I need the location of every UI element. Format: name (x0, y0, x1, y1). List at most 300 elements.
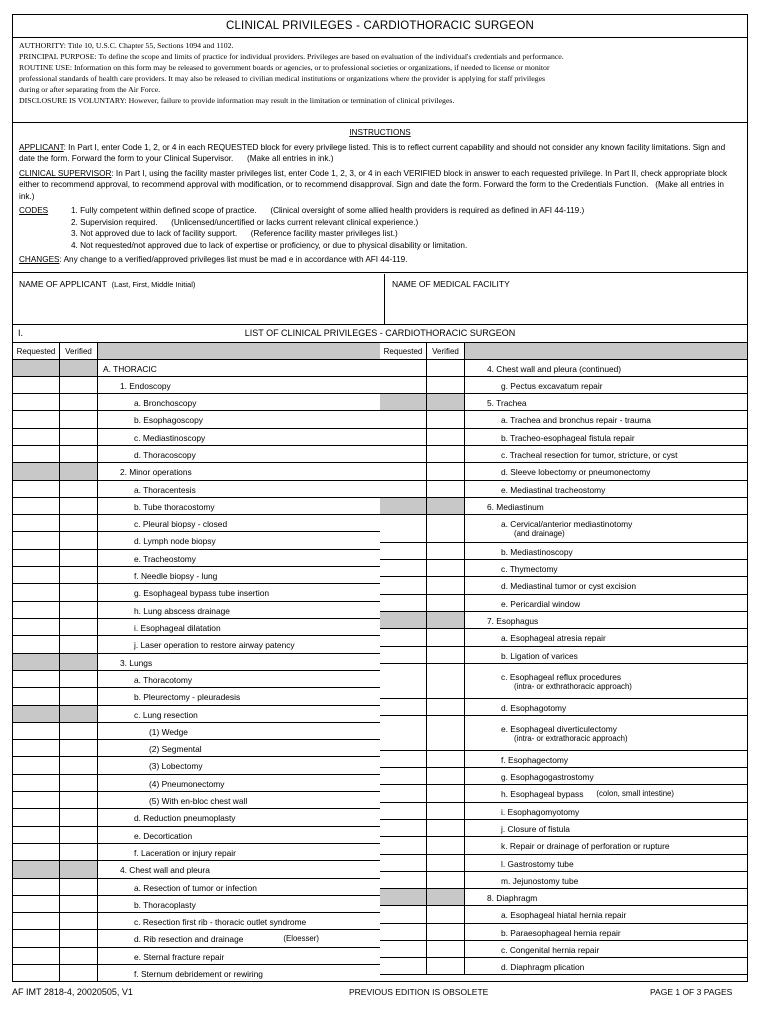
routine-use-text-3: during or after separating from the Air Force. (19, 85, 161, 94)
verified-cell[interactable] (427, 785, 465, 802)
requested-cell (13, 360, 60, 376)
privilege-label: j. Laser operation to restore airway patency (134, 640, 295, 650)
privilege-description (465, 612, 747, 628)
requested-cell[interactable] (380, 699, 427, 715)
privilege-label: 5. Trachea (487, 397, 527, 408)
privilege-row (13, 827, 380, 844)
column-headers-left (13, 343, 380, 360)
privilege-row (380, 872, 747, 889)
requested-cell[interactable] (380, 820, 427, 836)
privilege-description (465, 360, 747, 376)
verified-cell (60, 360, 98, 376)
privilege-description (465, 411, 747, 428)
privilege-label: a. Esophageal hiatal hernia repair (501, 910, 627, 920)
privilege-description (465, 446, 747, 462)
privilege-description (98, 411, 380, 428)
privilege-row (380, 924, 747, 941)
requested-cell[interactable] (380, 560, 427, 576)
privilege-description (98, 463, 380, 480)
requested-cell (380, 612, 427, 628)
requested-cell[interactable] (13, 775, 60, 791)
requested-cell[interactable] (380, 924, 427, 940)
form-title: CLINICAL PRIVILEGES - CARDIOTHORACIC SURGEON (13, 15, 747, 38)
privilege-row (380, 855, 747, 872)
verified-cell[interactable] (60, 532, 98, 549)
requested-cell[interactable] (380, 855, 427, 871)
privilege-description (98, 550, 380, 566)
privilege-row (13, 775, 380, 792)
privilege-description (98, 654, 380, 670)
verified-cell[interactable] (427, 463, 465, 480)
codes-list (19, 205, 741, 251)
privilege-description (98, 809, 380, 826)
privilege-row (380, 577, 747, 595)
verified-cell[interactable] (60, 723, 98, 739)
requested-cell[interactable] (380, 785, 427, 802)
medical-facility-field[interactable] (386, 274, 747, 324)
requested-cell[interactable] (13, 965, 60, 981)
privilege-description (465, 498, 747, 514)
verified-cell[interactable] (60, 757, 98, 774)
privilege-label: a. Bronchoscopy (134, 397, 197, 408)
verified-cell[interactable] (427, 906, 465, 923)
verified-cell[interactable] (60, 913, 98, 929)
privilege-description (98, 602, 380, 618)
requested-cell[interactable] (13, 481, 60, 497)
requested-cell[interactable] (13, 446, 60, 462)
verified-cell[interactable] (427, 837, 465, 854)
requested-cell (13, 706, 60, 722)
privilege-label: (1) Wedge (149, 726, 188, 737)
privilege-description (465, 647, 747, 663)
privilege-description (98, 861, 380, 878)
verified-cell[interactable] (427, 647, 465, 663)
requested-cell[interactable] (380, 629, 427, 646)
privilege-label: b. Pleurectomy - pleuradesis (134, 692, 241, 702)
requested-cell[interactable] (380, 751, 427, 767)
requested-cell[interactable] (13, 602, 60, 618)
privilege-description (465, 924, 747, 940)
requested-cell[interactable] (13, 550, 60, 566)
privilege-label: h. Lung abscess drainage (134, 605, 230, 616)
requested-cell[interactable] (13, 809, 60, 826)
privilege-label: j. Closure of fistula (501, 823, 570, 834)
verified-cell[interactable] (427, 924, 465, 940)
verified-cell[interactable] (427, 664, 465, 698)
applicant-name-field[interactable] (13, 274, 385, 324)
verified-cell[interactable] (427, 446, 465, 462)
requested-cell[interactable] (380, 872, 427, 888)
privilege-row (13, 930, 380, 948)
requested-cell[interactable] (380, 577, 427, 594)
privilege-description (465, 768, 747, 784)
verified-cell[interactable] (60, 896, 98, 912)
verified-cell[interactable] (60, 619, 98, 635)
verified-cell[interactable] (427, 699, 465, 715)
verified-cell (60, 463, 98, 480)
privileges-list-title: LIST OF CLINICAL PRIVILEGES - CARDIOTHORACIC SURGEON (244, 328, 516, 338)
requested-cell[interactable] (13, 844, 60, 860)
privilege-note: (Eloesser) (283, 934, 319, 943)
privilege-label: 7. Esophagus (487, 615, 539, 626)
verified-cell[interactable] (427, 716, 465, 750)
privilege-label: b. Mediastinoscopy (501, 546, 573, 557)
requested-cell[interactable] (13, 930, 60, 947)
requested-cell[interactable] (380, 768, 427, 784)
privilege-description (98, 792, 380, 808)
privilege-description (98, 619, 380, 635)
applicant-instructions (19, 142, 741, 165)
verified-cell[interactable] (60, 827, 98, 843)
privilege-description (465, 820, 747, 836)
privileges-left-column (13, 343, 380, 982)
verified-cell[interactable] (60, 515, 98, 531)
privilege-description (465, 481, 747, 497)
privilege-label: a. Resection of tumor or infection (134, 882, 257, 893)
verified-cell[interactable] (60, 498, 98, 514)
requested-cell[interactable] (380, 906, 427, 923)
privilege-label: b. Ligation of varices (501, 650, 578, 661)
privilege-label: h. Esophageal bypass (501, 789, 584, 799)
privilege-description (98, 757, 380, 774)
requested-cell[interactable] (380, 716, 427, 750)
privilege-label: i. Esophageal dilatation (134, 622, 221, 633)
applicant-text: : In Part I, enter Code 1, 2, or 4 in each REQUESTED block for every privilege listed. This is to reflect current capability and should not consider any known facility limitations. Sign and date the form. Forward the form to your Clinical Supervisor. (19, 142, 726, 163)
privilege-label: 1. Endoscopy (120, 380, 171, 391)
requested-cell[interactable] (380, 543, 427, 559)
privilege-description (98, 930, 380, 947)
requested-cell[interactable] (380, 803, 427, 819)
names-section (13, 274, 747, 325)
privilege-row (380, 446, 747, 463)
privilege-label: e. Pericardial window (501, 598, 581, 609)
privilege-description (98, 515, 380, 531)
requested-cell[interactable] (13, 584, 60, 601)
verified-cell[interactable] (60, 948, 98, 964)
description-header (465, 343, 747, 359)
verified-cell[interactable] (427, 595, 465, 611)
verified-cell[interactable] (60, 792, 98, 808)
privilege-row (380, 889, 747, 906)
verified-cell[interactable] (427, 820, 465, 836)
verified-cell[interactable] (60, 394, 98, 410)
verified-cell[interactable] (427, 515, 465, 542)
requested-cell[interactable] (380, 837, 427, 854)
verified-cell[interactable] (427, 855, 465, 871)
verified-cell[interactable] (60, 377, 98, 393)
privilege-label: c. Pleural biopsy - closed (134, 518, 228, 529)
privilege-description (98, 498, 380, 514)
privilege-row (380, 803, 747, 820)
privilege-label: d. Mediastinal tumor or cyst excision (501, 581, 636, 591)
privilege-description (98, 636, 380, 653)
privilege-row (13, 671, 380, 688)
requested-cell[interactable] (380, 647, 427, 663)
requested-cell[interactable] (13, 948, 60, 964)
requested-cell[interactable] (380, 958, 427, 974)
privilege-description (98, 740, 380, 756)
requested-cell[interactable] (13, 688, 60, 705)
requested-cell[interactable] (13, 377, 60, 393)
privilege-label: e. Sternal fracture repair (134, 951, 225, 962)
requested-cell (380, 498, 427, 514)
verified-cell[interactable] (60, 446, 98, 462)
requested-cell[interactable] (380, 411, 427, 428)
requested-cell[interactable] (380, 377, 427, 393)
privilege-description (465, 716, 747, 750)
column-headers-right (380, 343, 747, 360)
code-1: 1. Fully competent within defined scope of practice. (Clinical oversight of some allied health providers is required as defined in AFI 44-119.) (71, 206, 585, 215)
privilege-description (98, 965, 380, 981)
privilege-label: b. Thoracoplasty (134, 899, 196, 910)
privilege-row (13, 602, 380, 619)
privilege-label: f. Sternum debridement or rewiring (134, 968, 263, 979)
privilege-row (380, 820, 747, 837)
requested-cell[interactable] (380, 481, 427, 497)
verified-cell[interactable] (427, 768, 465, 784)
verified-cell[interactable] (427, 429, 465, 445)
privilege-label: b. Paraesophageal hernia repair (501, 927, 621, 938)
verified-cell[interactable] (60, 429, 98, 445)
privilege-label: l. Gastrostomy tube (501, 858, 574, 869)
part-number: I. (18, 328, 24, 338)
verified-cell[interactable] (60, 550, 98, 566)
verified-cell (60, 654, 98, 670)
privilege-description (465, 560, 747, 576)
privilege-row (380, 664, 747, 699)
changes-label: CHANGES (19, 255, 60, 264)
privilege-label: g. Pectus excavatum repair (501, 380, 603, 391)
routine-use-text-2: professional standards of health care providers. It may also be released to civilian medical institutions or organizations where the provider is applying for staff privileges (19, 74, 546, 83)
privilege-description (465, 855, 747, 871)
privilege-label: 3. Lungs (120, 657, 153, 668)
requested-cell[interactable] (13, 879, 60, 895)
code-3: 3. Not approved due to lack of facility support. (Reference facility master privileges list.) (71, 229, 398, 238)
privilege-row (380, 906, 747, 924)
verified-cell (427, 612, 465, 628)
requested-cell[interactable] (380, 429, 427, 445)
verified-cell (427, 394, 465, 410)
privilege-row (13, 706, 380, 723)
privilege-label: a. Esophageal atresia repair (501, 633, 606, 643)
privilege-row (380, 837, 747, 855)
requested-cell (13, 654, 60, 670)
privilege-label: c. Resection first rib - thoracic outlet syndrome (134, 916, 307, 927)
privilege-row (380, 958, 747, 975)
privilege-label: (4) Pneumonectomy (149, 778, 225, 789)
verified-cell[interactable] (427, 411, 465, 428)
requested-cell[interactable] (13, 411, 60, 428)
privilege-label: 4. Chest wall and pleura (120, 865, 210, 875)
requested-cell[interactable] (13, 913, 60, 929)
requested-cell[interactable] (380, 515, 427, 542)
requested-cell[interactable] (380, 664, 427, 698)
privilege-label: e. Esophageal diverticulectomy (501, 723, 617, 734)
requested-cell[interactable] (13, 740, 60, 756)
instructions-title: INSTRUCTIONS (349, 128, 411, 137)
changes-instructions (19, 254, 741, 266)
privilege-row (380, 377, 747, 394)
verified-cell[interactable] (427, 481, 465, 497)
privilege-row (13, 740, 380, 757)
privilege-label: (3) Lobectomy (149, 761, 203, 771)
privilege-row (13, 481, 380, 498)
privilege-description (98, 723, 380, 739)
privilege-label: a. Trachea and bronchus repair - trauma (501, 415, 651, 425)
routine-use-text-1: ROUTINE USE: Information on this form may be released to government boards or agencies, or to professional societies or organizations, if needed to license or monitor (19, 63, 550, 72)
verified-cell[interactable] (60, 481, 98, 497)
privilege-description (98, 532, 380, 549)
codes-label: CODES (19, 206, 49, 215)
verified-cell[interactable] (60, 584, 98, 601)
privilege-label: A. THORACIC (103, 363, 157, 374)
privilege-description (465, 699, 747, 715)
privilege-row (13, 411, 380, 429)
privilege-row (13, 948, 380, 965)
verified-cell[interactable] (60, 602, 98, 618)
privilege-description (465, 785, 747, 802)
verified-cell (60, 861, 98, 878)
requested-cell[interactable] (13, 394, 60, 410)
privilege-label: c. Lung resection (134, 709, 198, 720)
requested-cell[interactable] (13, 827, 60, 843)
privilege-row (380, 785, 747, 803)
privilege-description (98, 775, 380, 791)
privilege-description (98, 844, 380, 860)
requested-cell[interactable] (13, 896, 60, 912)
verified-cell[interactable] (427, 751, 465, 767)
privilege-label: b. Esophagoscopy (134, 415, 203, 425)
verified-cell[interactable] (60, 965, 98, 981)
privilege-description (465, 751, 747, 767)
verified-cell[interactable] (427, 958, 465, 974)
verified-cell[interactable] (60, 636, 98, 653)
verified-cell[interactable] (60, 809, 98, 826)
privilege-description (98, 446, 380, 462)
verified-cell[interactable] (427, 872, 465, 888)
verified-cell[interactable] (427, 360, 465, 376)
privilege-row (13, 532, 380, 550)
requested-cell[interactable] (13, 515, 60, 531)
privilege-row (380, 595, 747, 612)
privilege-label: d. Lymph node biopsy (134, 536, 216, 546)
requested-cell (380, 394, 427, 410)
verified-cell[interactable] (427, 377, 465, 393)
privilege-row (380, 716, 747, 751)
verified-cell[interactable] (427, 577, 465, 594)
requested-cell[interactable] (13, 636, 60, 653)
requested-cell[interactable] (13, 532, 60, 549)
verified-cell[interactable] (60, 930, 98, 947)
privilege-label: c. Mediastinoscopy (134, 432, 206, 443)
privilege-row (13, 896, 380, 913)
requested-cell[interactable] (380, 446, 427, 462)
verified-cell[interactable] (60, 411, 98, 428)
requested-cell[interactable] (380, 941, 427, 957)
privilege-label: c. Esophageal reflux procedures (501, 671, 622, 682)
privilege-row (380, 560, 747, 577)
privilege-row (380, 394, 747, 411)
privilege-label: a. Thoracentesis (134, 484, 196, 495)
privilege-label: a. Thoracotomy (134, 674, 193, 685)
verified-cell[interactable] (60, 567, 98, 583)
privilege-row (13, 757, 380, 775)
verified-cell[interactable] (427, 803, 465, 819)
privilege-row (13, 879, 380, 896)
page-number: PAGE 1 OF 3 PAGES (650, 987, 733, 997)
requested-cell[interactable] (13, 498, 60, 514)
privilege-row (13, 429, 380, 446)
privilege-description (465, 803, 747, 819)
code-2: 2. Supervision required. (Unlicensed/uncertified or lacks current relevant clinical experience.) (71, 217, 419, 227)
privilege-row (13, 550, 380, 567)
requested-cell[interactable] (380, 463, 427, 480)
requested-cell[interactable] (380, 360, 427, 376)
verified-cell[interactable] (60, 879, 98, 895)
verified-cell[interactable] (60, 740, 98, 756)
privilege-description (98, 913, 380, 929)
privilege-row (13, 861, 380, 879)
privilege-label: 8. Diaphragm (487, 892, 538, 903)
privilege-description (98, 360, 380, 376)
privilege-row (13, 792, 380, 809)
verified-cell (427, 889, 465, 905)
privilege-row (380, 481, 747, 498)
privilege-label: d. Diaphragm plication (501, 961, 585, 972)
privilege-description (465, 889, 747, 905)
requested-cell[interactable] (13, 757, 60, 774)
verified-cell[interactable] (427, 941, 465, 957)
requested-cell[interactable] (13, 723, 60, 739)
privilege-label: b. Tube thoracostomy (134, 501, 215, 512)
privilege-row (13, 619, 380, 636)
verified-cell[interactable] (60, 844, 98, 860)
requested-cell[interactable] (380, 595, 427, 611)
privilege-label: 2. Minor operations (120, 467, 192, 477)
privilege-row (13, 913, 380, 930)
verified-cell[interactable] (427, 560, 465, 576)
verified-cell[interactable] (60, 775, 98, 791)
verified-cell[interactable] (427, 629, 465, 646)
requested-cell[interactable] (13, 567, 60, 583)
edition-note: PREVIOUS EDITION IS OBSOLETE (349, 987, 489, 997)
privilege-sublabel: (intra- or extrathoracic approach) (514, 733, 628, 743)
privilege-label: m. Jejunostomy tube (501, 875, 579, 886)
verified-cell[interactable] (427, 543, 465, 559)
requested-cell[interactable] (13, 619, 60, 635)
requested-cell[interactable] (13, 792, 60, 808)
verified-cell[interactable] (60, 688, 98, 705)
verified-cell (60, 706, 98, 722)
verified-cell[interactable] (60, 671, 98, 687)
requested-cell (380, 889, 427, 905)
privilege-description (465, 429, 747, 445)
verified-cell (427, 498, 465, 514)
requested-cell[interactable] (13, 429, 60, 445)
privilege-description (98, 584, 380, 601)
privilege-label: (2) Segmental (149, 743, 202, 754)
requested-header: Requested (13, 343, 60, 359)
privilege-row (13, 809, 380, 827)
privilege-description (98, 567, 380, 583)
privilege-label: f. Needle biopsy - lung (134, 570, 218, 581)
privilege-row (13, 965, 380, 982)
privileges-right-column (380, 343, 747, 975)
privilege-row (13, 688, 380, 706)
requested-cell[interactable] (13, 671, 60, 687)
requested-cell (13, 861, 60, 878)
privilege-label: (5) With en-bloc chest wall (149, 795, 248, 806)
